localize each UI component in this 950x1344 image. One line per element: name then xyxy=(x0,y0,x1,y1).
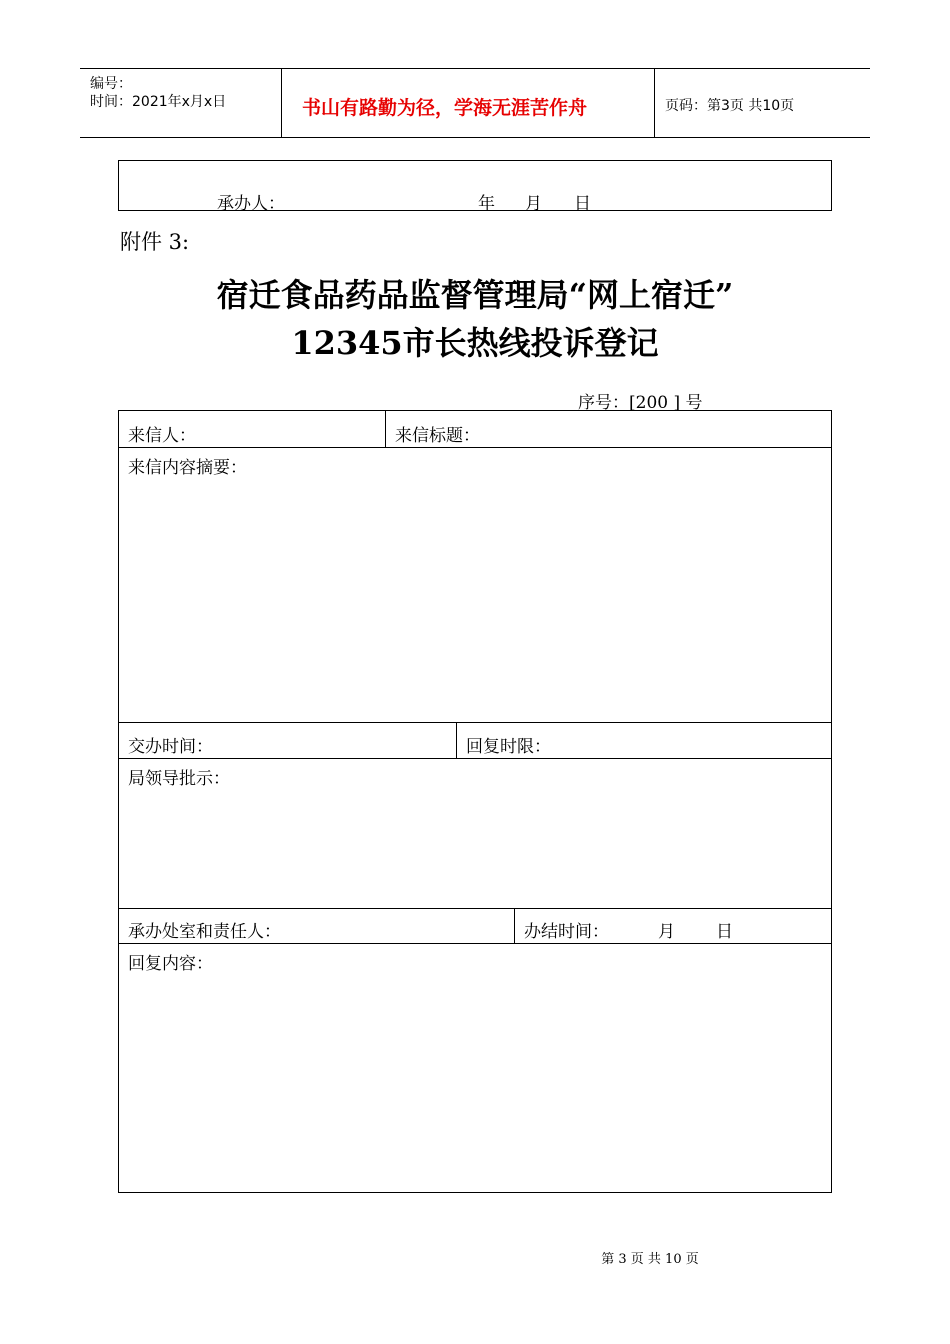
assign-time-label: 交办时间： xyxy=(128,737,213,757)
serial-number: 序号：[200 ] 号 xyxy=(578,393,703,413)
dept-responsible-label: 承办处室和责任人： xyxy=(128,922,281,942)
finish-day: 日 xyxy=(716,922,733,942)
handler-year: 年 xyxy=(478,194,495,214)
time-label: 时间：2021年x月x日 xyxy=(90,94,227,110)
handler-month: 月 xyxy=(525,194,542,214)
header-divider-left xyxy=(281,69,282,137)
header-divider-right xyxy=(654,69,655,137)
page-header xyxy=(80,68,870,138)
handler-box xyxy=(118,160,832,214)
sender-label: 来信人： xyxy=(128,426,196,446)
form-line xyxy=(119,447,831,448)
letter-title-label: 来信标题： xyxy=(395,426,480,446)
handler-day: 日 xyxy=(574,194,591,214)
page-footer: 第 3 页 共 10 页 xyxy=(601,1252,699,1267)
complaint-form xyxy=(118,410,832,1193)
reply-content-label: 回复内容： xyxy=(128,954,213,974)
summary-label: 来信内容摘要： xyxy=(128,458,247,478)
form-line xyxy=(119,908,831,909)
attachment-label: 附件 3: xyxy=(120,230,190,254)
reply-deadline-label: 回复时限： xyxy=(466,737,551,757)
form-divider xyxy=(514,908,515,943)
form-line xyxy=(119,722,831,723)
finish-month: 月 xyxy=(658,922,675,942)
form-line xyxy=(119,758,831,759)
form-line xyxy=(119,943,831,944)
form-divider xyxy=(456,722,457,758)
serial-label: 编号： xyxy=(90,76,132,92)
page-info: 页码：第3页 共10页 xyxy=(665,98,795,114)
finish-time-label: 办结时间： xyxy=(524,922,609,942)
page-title-line2: 12345市长热线投诉登记 xyxy=(291,324,659,362)
page-title-line1: 宿迁食品药品监督管理局“网上宿迁” xyxy=(216,276,734,314)
motto-text: 书山有路勤为径，学海无涯苦作舟 xyxy=(302,97,588,119)
form-divider xyxy=(385,411,386,447)
handler-label: 承办人： xyxy=(217,194,285,214)
leader-instruction-label: 局领导批示： xyxy=(128,769,230,789)
